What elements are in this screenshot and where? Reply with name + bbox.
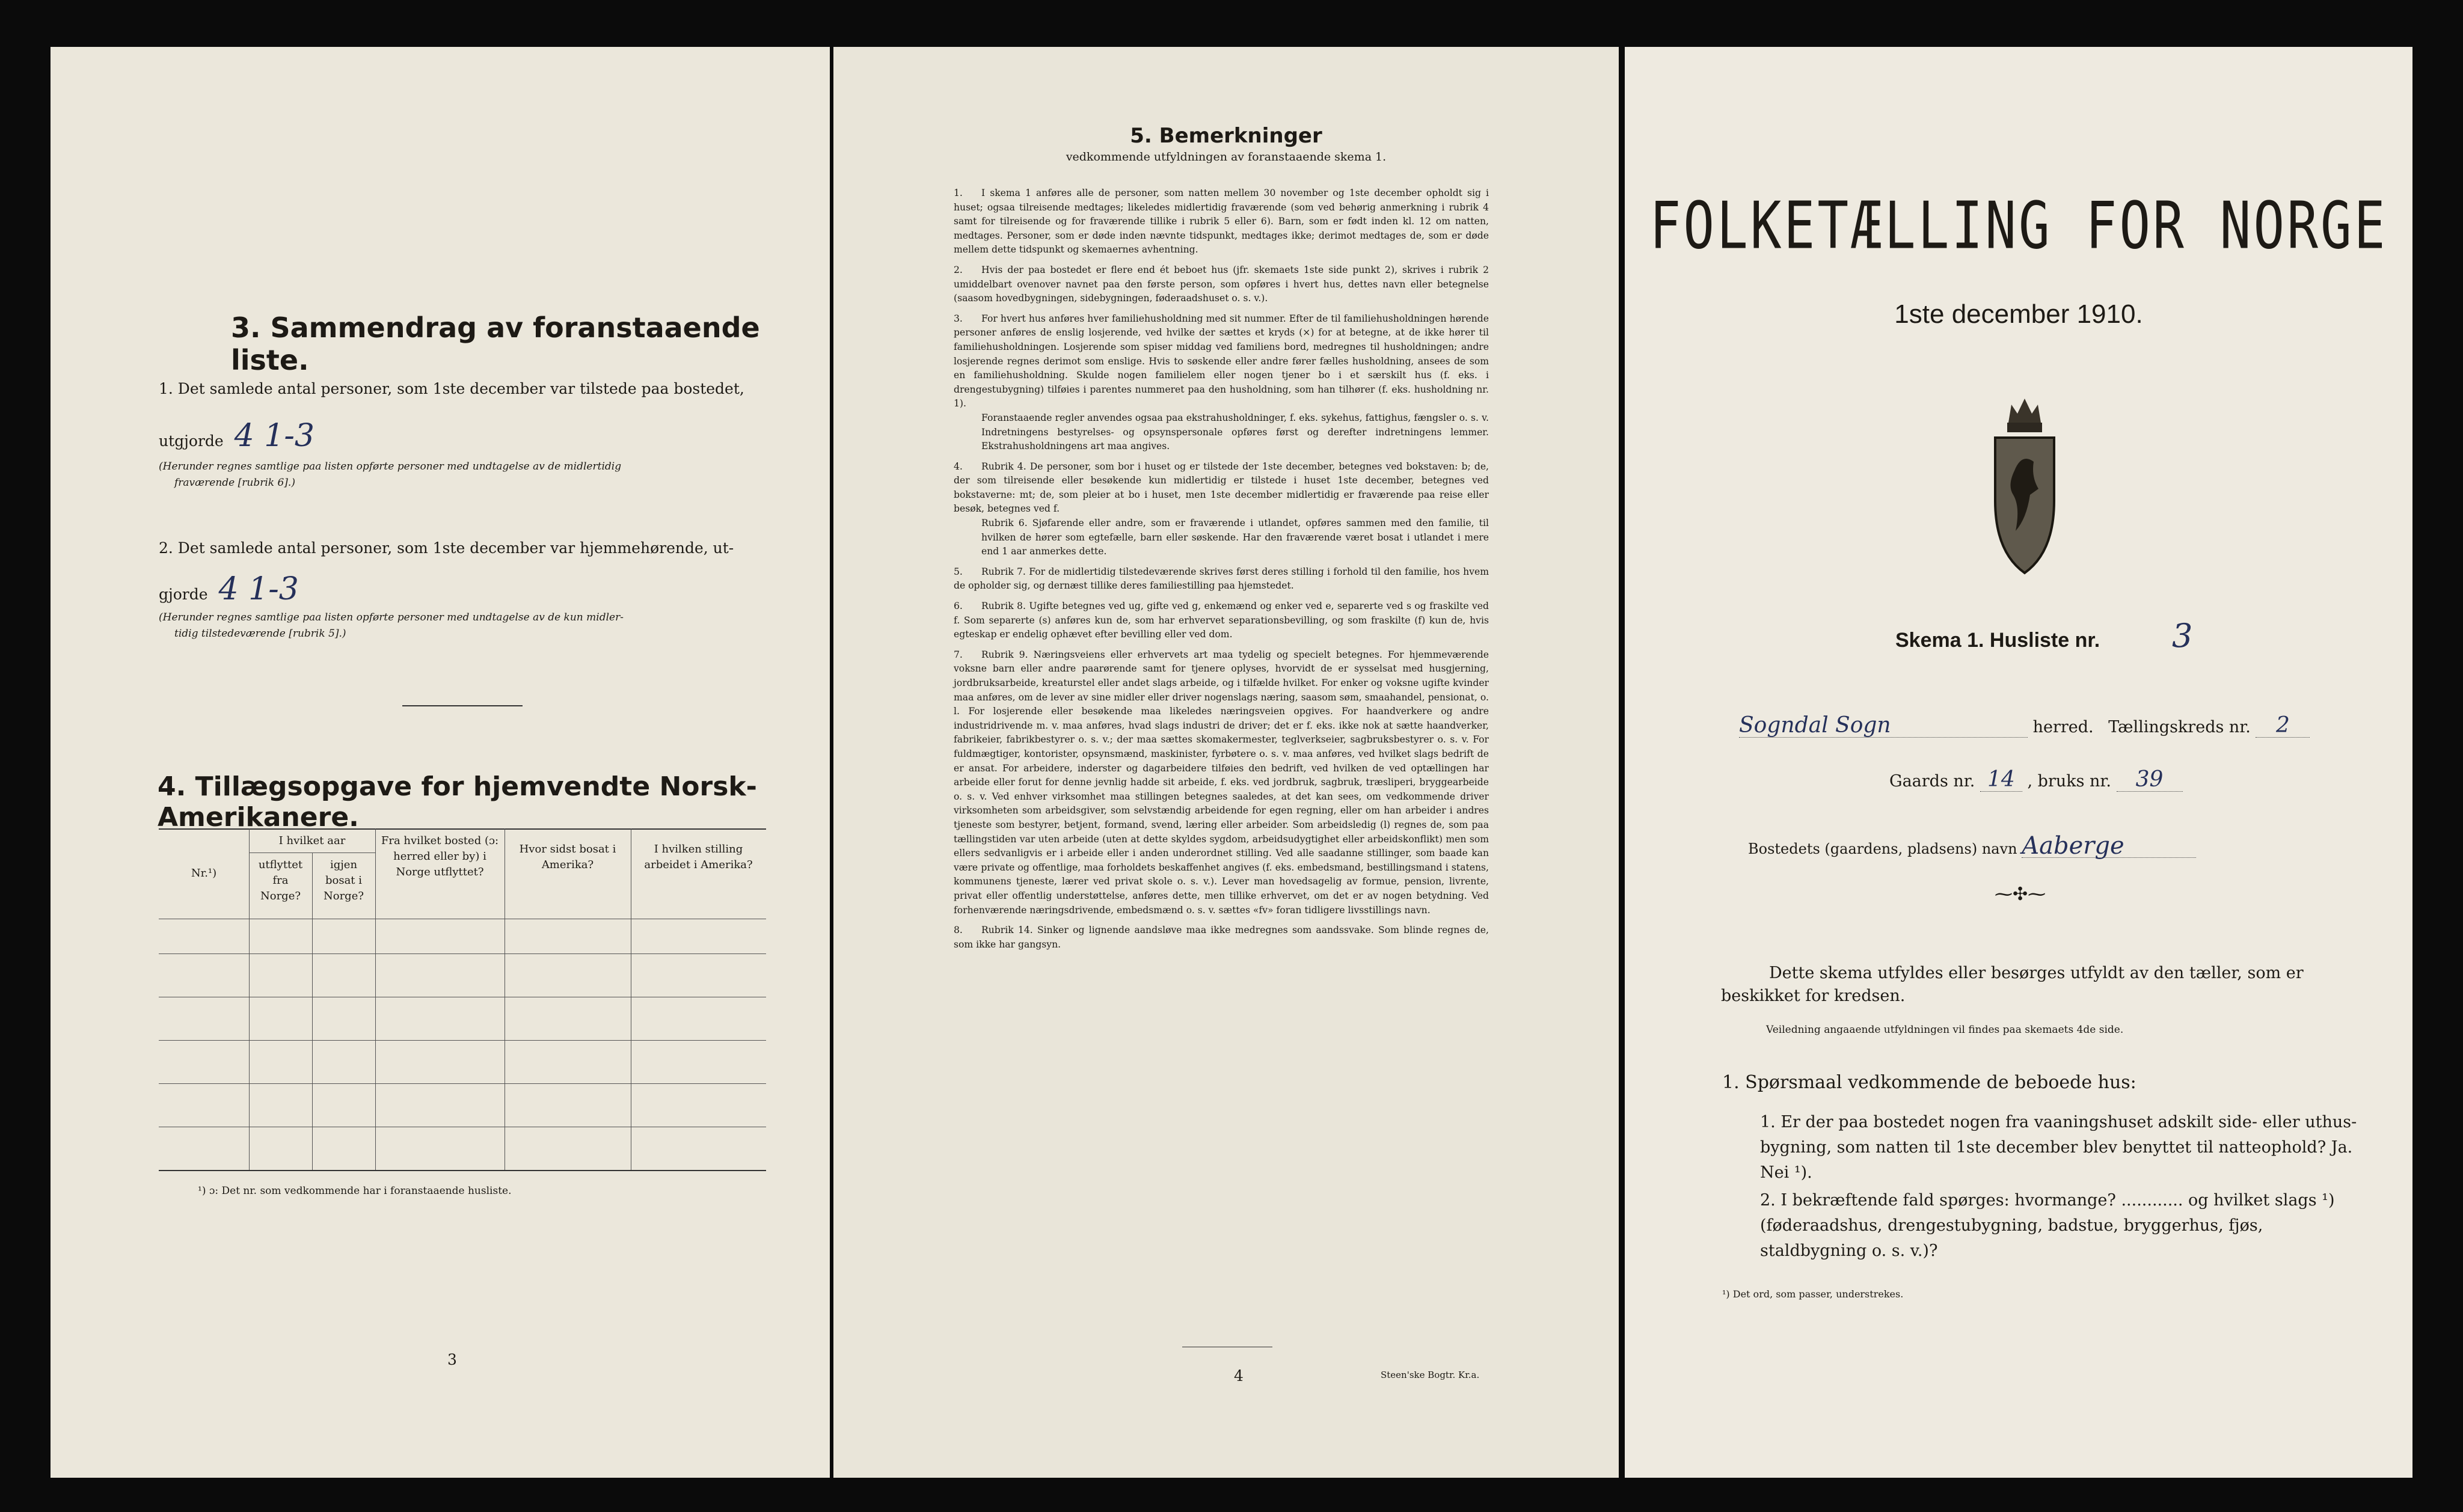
bruks-label: , bruks nr. [2027, 772, 2111, 791]
remark-number: 8. [954, 925, 963, 936]
remark-text: Hvis der paa bostedet er flere end ét beboet hus (jfr. skemaets 1ste side punkt 2), skrives i rubrik 2 umiddelbart ovenover navnet paa den første person, som opføres i hvert hus, dettes navn eller betegnelse (saasom hovedbygningen, sidebygningen, føderaadshuset o. s. v.). [954, 264, 1489, 304]
page-right [1625, 47, 2412, 1478]
census-date: 1ste december 1910. [1894, 299, 2143, 329]
section3-title: 3. Sammendrag av foranstaaende liste. [231, 311, 760, 376]
remark-text: Rubrik 7. For de midlertidig tilstedeværende skrives først deres stilling i forhold til den familie, hos hvem de opholder sig, og dernæst tillike deres familiestilling paa hjemstedet. [954, 566, 1489, 592]
question-2: 2. I bekræftende fald spørges: hvormange? ............ og hvilket slags ¹) (føderaadshus, drengestubygning, badstue, bryggerhus, fjøs, staldbygning o. s. v.)? [1760, 1191, 2335, 1260]
guide-text: Veiledning angaaende utfyldningen vil findes paa skemaets 4de side. [1766, 1024, 2124, 1036]
kreds-value: 2 [2256, 714, 2310, 738]
summary-item-2-value: 4 1-3 [218, 571, 299, 607]
printer-mark: Steen'ske Bogtr. Kr.a. [1381, 1370, 1480, 1380]
table-footnote: ¹) ɔ: Det nr. som vedkommende har i foranstaaende husliste. [198, 1185, 512, 1197]
remark-item [954, 599, 1489, 642]
right-footnote: ¹) Det ord, som passer, understrekes. [1722, 1288, 1904, 1300]
remark-extra: Foranstaaende regler anvendes ogsaa paa ekstrahusholdninger, f. eks. sykehus, fattighus, fængsler o. s. v. Indretningens bestyrelses- og opsynspersonale opføres først og derefter indretningens lemmer. Ekstrahusholdningens art maa angives. [981, 412, 1489, 452]
remark-number: 5. [954, 566, 963, 577]
remarks-title: 5. Bemerkninger [1130, 124, 1322, 148]
intro-text [1721, 962, 2352, 1008]
summary-item-2-note-a: (Herunder regnes samtlige paa listen opførte personer med undtagelse av de kun midler- [159, 611, 624, 623]
remark-text: Rubrik 8. Ugifte betegnes ved ug, gifte ved g, enkemænd og enker ved e, separerte ved s og fraskilte ved f. Som separerte (s) anføres kun de, som har erhvervet separationsbevilling, og som fraskilte (f) kun de, hvis egteskap er endelig ophævet efter bevilling eller ved dom. [954, 601, 1489, 640]
questions-heading: 1. Spørsmaal vedkommende de beboede hus: [1722, 1072, 2136, 1093]
remark-number: 7. [954, 649, 963, 660]
intro-line-a: Dette skema utfyldes eller besørges utfyldt av den tæller, som er [1769, 964, 2304, 982]
norway-coat-of-arms-icon [1984, 381, 2065, 579]
summary-item-1 [159, 378, 760, 491]
bosted-line [1748, 834, 2196, 860]
bosted-label: Bostedets (gaardens, pladsens) navn [1748, 840, 2017, 857]
norsk-amerikanere-table [159, 828, 766, 1177]
gaards-value: 14 [1980, 768, 2022, 792]
gaards-line [1889, 768, 2183, 793]
summary-item-2-text: 2. Det samlede antal personer, som 1ste december var hjemmehørende, ut- [159, 539, 734, 557]
ornament: ⁓✣⁓ [1995, 884, 2046, 905]
summary-item-1-note-b: fraværende [rubrik 6].) [174, 477, 295, 489]
remark-item [954, 648, 1489, 917]
remark-extra: Rubrik 6. Sjøfarende eller andre, som er fraværende i utlandet, opføres sammen med den familie, til hvilken de hører som egtefælle, barn eller søskende. Har den fraværende været bosat i utlandet i mere end 1 aar anmerkes dette. [981, 518, 1489, 557]
census-title: FOLKETÆLLING FOR NORGE [1649, 188, 2388, 264]
summary-item-2-note-b: tidig tilstedeværende [rubrik 5].) [174, 628, 346, 640]
page-left [51, 47, 830, 1478]
summary-item-1-value: 4 1-3 [234, 418, 315, 454]
remark-text: Rubrik 14. Sinker og lignende aandsløve maa ikke medregnes som aandssvake. Som blinde regnes de, som ikke har gangsyn. [954, 925, 1489, 950]
col-returned: igjen bosat i Norge? [323, 859, 364, 902]
bosted-value: Aaberge [2022, 834, 2196, 858]
remark-number: 4. [954, 461, 963, 472]
kreds-label: Tællingskreds nr. [2108, 718, 2251, 736]
col-emigrated: utflyttet fra Norge? [258, 859, 303, 902]
summary-item-1-note-a: (Herunder regnes samtlige paa listen opførte personer med undtagelse av de midlertidig [159, 461, 622, 473]
remark-item [954, 263, 1489, 306]
husliste-number: 3 [2172, 617, 2193, 655]
col-from-place: Fra hvilket bosted (ɔ: herred eller by) i Norge utflyttet? [381, 834, 499, 878]
remark-text: For hvert hus anføres hver familiehusholdning med sit nummer. Efter de til familiehusholdningen hørende personer anføres de enslig losjerende, ved hvilke der sættes et kryds (×) for at betegne, at de ikke hører til familiehusholdningen. Losjerende som spiser middag ved familiens bord, medregnes til husholdningen; andre losjerende regnes derimot som enslige. Hvis to søskende eller andre fører fælles husholdning, ansees de som en familiehusholdning. Skulde nogen familielem eller nogen tjener bo i et særskilt hus (f. eks. i drengestubygning) tilføies i parentes nummeret paa den husholdning, som han tilhører (f. eks. husholdning nr. 1). [954, 313, 1489, 409]
herred-label: herred. [2032, 718, 2094, 736]
remark-text: I skema 1 anføres alle de personer, som natten mellem 30 november og 1ste december opholdt sig i huset; ogsaa tilreisende medtages; likeledes midlertidig fraværende (som ved behørig anmerkning i rubrik 4 samt for tilreisende og for fraværende tillike i rubrik 5 eller 6). Barn, som er født inden kl. 12 om natten, medtages. Personer, som er døde inden nævnte tidspunkt, medtages ikke; derimot medtages de, som er døde mellem dette tidspunkt og skemaernes avhentning. [954, 188, 1489, 256]
intro-line-b: beskikket for kredsen. [1721, 987, 1906, 1005]
summary-item-1-text: 1. Det samlede antal personer, som 1ste december var tilstede paa bostedet, [159, 380, 744, 397]
remark-number: 3. [954, 313, 963, 324]
herred-line [1739, 714, 2370, 739]
remark-number: 2. [954, 264, 963, 275]
remark-item [954, 460, 1489, 559]
remark-item [954, 923, 1489, 952]
page-number-middle: 4 [1234, 1367, 1244, 1385]
summary-item-2-label: gjorde [159, 586, 208, 603]
col-occupation: I hvilken stilling arbeidet i Amerika? [644, 843, 753, 871]
col-group-year: I hvilket aar [278, 834, 346, 847]
remark-item [954, 565, 1489, 593]
remark-item [954, 312, 1489, 454]
remark-text: Rubrik 4. De personer, som bor i huset og er tilstede der 1ste december, betegnes ved bokstaven: b; de, der som tilreisende eller besøkende kun midlertidig er tilstede i huset 1ste december, betegnes ved bokstaverne: mt; de, som pleier at bo i huset, men 1ste december midlertidig er fraværende paa reise eller besøk, betegnes ved f. [954, 461, 1489, 515]
page-middle [833, 47, 1619, 1478]
bruks-value: 39 [2117, 768, 2183, 792]
remark-number: 1. [954, 188, 963, 198]
summary-item-1-label: utgjorde [159, 432, 224, 450]
summary-item-2 [159, 537, 760, 642]
schema-label: Skema 1. Husliste nr. [1895, 629, 2100, 652]
herred-value: Sogndal Sogn [1739, 714, 2028, 738]
remark-text: Rubrik 9. Næringsveiens eller erhvervets art maa tydelig og specielt betegnes. For hjemmeværende voksne barn eller andre paarørende samt for tjenere oplyses, hvorvidt de er sysselsat med husgjerning, jordbruksarbeide, kreaturstel eller andet slags arbeide, og i tilfælde hvilket. For enker og voksne ugifte kvinder maa anføres, om de lever av sine midler eller driver nogenslags næring, saasom søm, smaahandel, pensionat, o. l. For losjerende eller besøkende maa likeledes næringsveien opgives. For haandverkere og andre industridrivende m. v. maa anføres, hvad slags industri de driver; det er f. eks. ikke nok at sætte haandverker, fabrikeier, fabrikbestyrer o. s. v.; der maa sættes skomakermester, teglverkseier, sagbruksbestyrer o. s. v. For fuldmægtiger, kontorister, opsynsmænd, maskinister, fyrbøtere o. s. v. maa anføres, ved hvilket slags bedrift de er ansat. For arbeidere, inderster og dagarbeidere tilføies den bedrift, ved hvilken de ved optællingen har arbeide eller forut for denne jevnlig hadde sit arbeide, f. eks. ved jordbruk, sagbruk, træsliperi, bryggearbeide o. s. v. Ved enhver virksomhet maa stillingen betegnes saaledes, at det kan sees, om vedkommende driver virksomheten som arbeidsgiver, som selvstændig arbeidende for egen regning, eller om han arbeider i andres tjeneste som bestyrer, betjent, formand, svend, læring eller arbeider. Som arbeidsledig (l) regnes de, som paa tællingstiden var uten arbeide (uten at dette skyldes sygdom, arbeidsudygtighet eller arbeidskonflikt) men som ellers sedvanligvis er i arbeide eller i anden underordnet stilling. Ved alle saadanne stillinger, som baade kan være private og offentlige, maa forholdets beskaffenhet angives (f. eks. embedsmand, bestillingsmand i statens, kommunens tjeneste, lærer ved privat skole o. s. v.). Lever man hovedsagelig av formue, pension, livrente, privat eller offentlig understøttelse, anføres dette, men tillike erhvervet, om det er av nogen betydning. Ved forhenværende næringsdrivende, embedsmænd o. s. v. sættes «fv» foran tidligere livsstillings navn. [954, 649, 1489, 916]
divider [402, 705, 523, 706]
remarks-list [954, 186, 1489, 958]
remarks-subtitle: vedkommende utfyldningen av foranstaaende skema 1. [1066, 150, 1387, 164]
remark-item [954, 186, 1489, 257]
section4-title: 4. Tillægsopgave for hjemvendte Norsk-Amerikanere. [158, 771, 757, 833]
question-1: 1. Er der paa bostedet nogen fra vaaningshuset adskilt side- eller uthus-bygning, som natten til 1ste december blev benyttet til natteophold? Ja. Nei ¹). [1760, 1113, 2357, 1182]
remark-number: 6. [954, 601, 963, 612]
col-nr: Nr.¹) [191, 867, 217, 880]
col-last-america: Hvor sidst bosat i Amerika? [519, 843, 616, 871]
gaards-label: Gaards nr. [1889, 772, 1975, 791]
page-number-left: 3 [447, 1351, 457, 1368]
